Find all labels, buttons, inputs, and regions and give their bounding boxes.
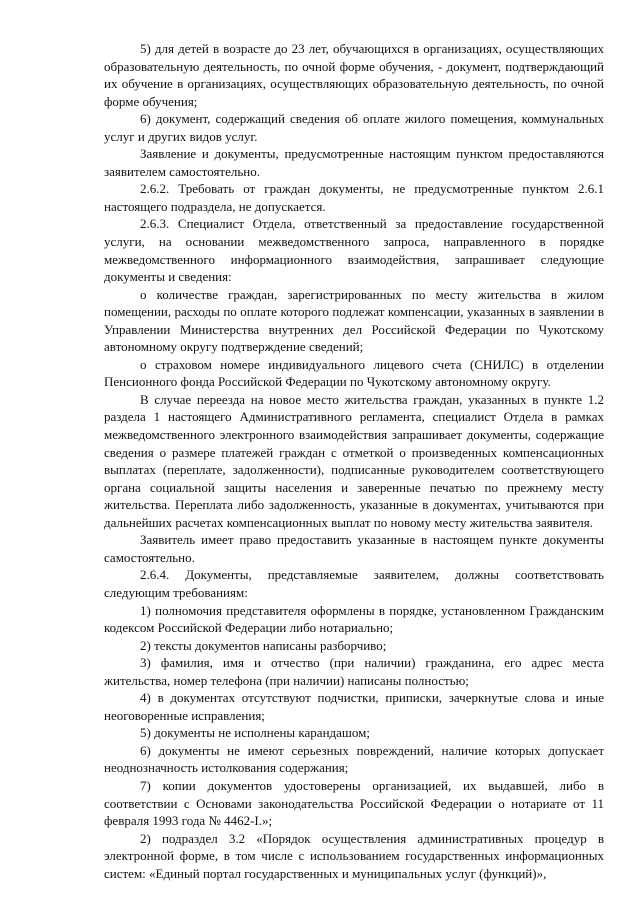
requirement-4: 4) в документах отсутствуют подчистки, приписки, зачеркнутые слова и иные неоговоренные исправления; [104, 690, 604, 723]
document-text [104, 40, 604, 882]
requirement-6: 6) документы не имеют серьезных повреждений, наличие которых допускает неоднозначность истолкования содержания; [104, 742, 604, 776]
paragraph-registered-citizens: о количестве граждан, зарегистрированных по месту жительства в жилом помещении, расходы по оплате которого подлежат компенсации, указанных в заявлении в Управлении Министерства внутренних дел Российской Федерации по Чукотскому автономному округу подтверждение сведений; [104, 286, 604, 355]
paragraph-2-6-3: 2.6.3. Специалист Отдела, ответственный за предоставление государственной услуги, на основании межведомственного запроса, направленного в порядке межведомственного информационного взаимодействия, запрашивает следующие документы и сведения: [104, 216, 604, 285]
paragraph-applicant-submits: Заявление и документы, предусмотренные настоящим пунктом предоставляются заявителем самостоятельно. [104, 146, 604, 179]
paragraph-item-6-payment: 6) документ, содержащий сведения об оплате жилого помещения, коммунальных услуг и других видов услуг. [104, 111, 604, 144]
requirement-3: 3) фамилия, имя и отчество (при наличии) гражданина, его адрес места жительства, номер телефона (при наличии) написаны полностью; [104, 655, 604, 688]
requirement-7: 7) копии документов удостоверены организацией, их выдавшей, либо в соответствии с Основами законодательства Российской Федерации о нотариате от 11 февраля 1993 года № 4462-I.»; [104, 777, 604, 829]
paragraph-2-6-2: 2.6.2. Требовать от граждан документы, не предусмотренные пунктом 2.6.1 настоящего подраздела, не допускается. [104, 181, 604, 214]
requirement-5: 5) документы не исполнены карандашом; [140, 725, 371, 741]
paragraph-applicant-right: Заявитель имеет право предоставить указанные в настоящем пункте документы самостоятельно. [104, 532, 604, 565]
requirement-2: 2) тексты документов написаны разборчиво; [140, 637, 387, 653]
paragraph-item-5-students: 5) для детей в возрасте до 23 лет, обучающихся в организациях, осуществляющих образовательную деятельность, по очной форме обучения, - документ, подтверждающий их обучение в организациях, осуществляющих образовательную деятельность, по очной форме обучения; [104, 41, 604, 109]
paragraph-2-6-4: 2.6.4. Документы, представляемые заявителем, должны соответствовать следующим требованиям: [104, 567, 604, 600]
paragraph-subsection-3-2: 2) подраздел 3.2 «Порядок осуществления административных процедур в электронной форме, в том числе с использованием государственных информационных систем: «Единый портал государственных и муниципальных услуг (функций)», [104, 830, 604, 881]
paragraph-snils: о страховом номере индивидуального лицевого счета (СНИЛС) в отделении Пенсионного фонда Российской Федерации по Чукотскому автономному округу. [104, 356, 604, 390]
requirement-1: 1) полномочия представителя оформлены в порядке, установленном Гражданским кодексом Российской Федерации либо нотариально; [104, 602, 604, 636]
paragraph-relocation: В случае переезда на новое место жительства граждан, указанных в пункте 1.2 раздела 1 настоящего Административного регламента, специалист Отдела в рамках межведомственного электронного взаимодействия запрашивает документы, содержащие сведения о размере платежей граждан с отметкой о произведенных компенсационных выплатах (переплате, задолженности), подписанные руководителем соответствующего органа социальной защиты населения и заверенные печатью по прежнему месту жительства. Переплата либо задолженность, указанные в документах, учитываются при дальнейших расчетах компенсационных выплат по новому месту жительства заявителя. [104, 391, 604, 530]
